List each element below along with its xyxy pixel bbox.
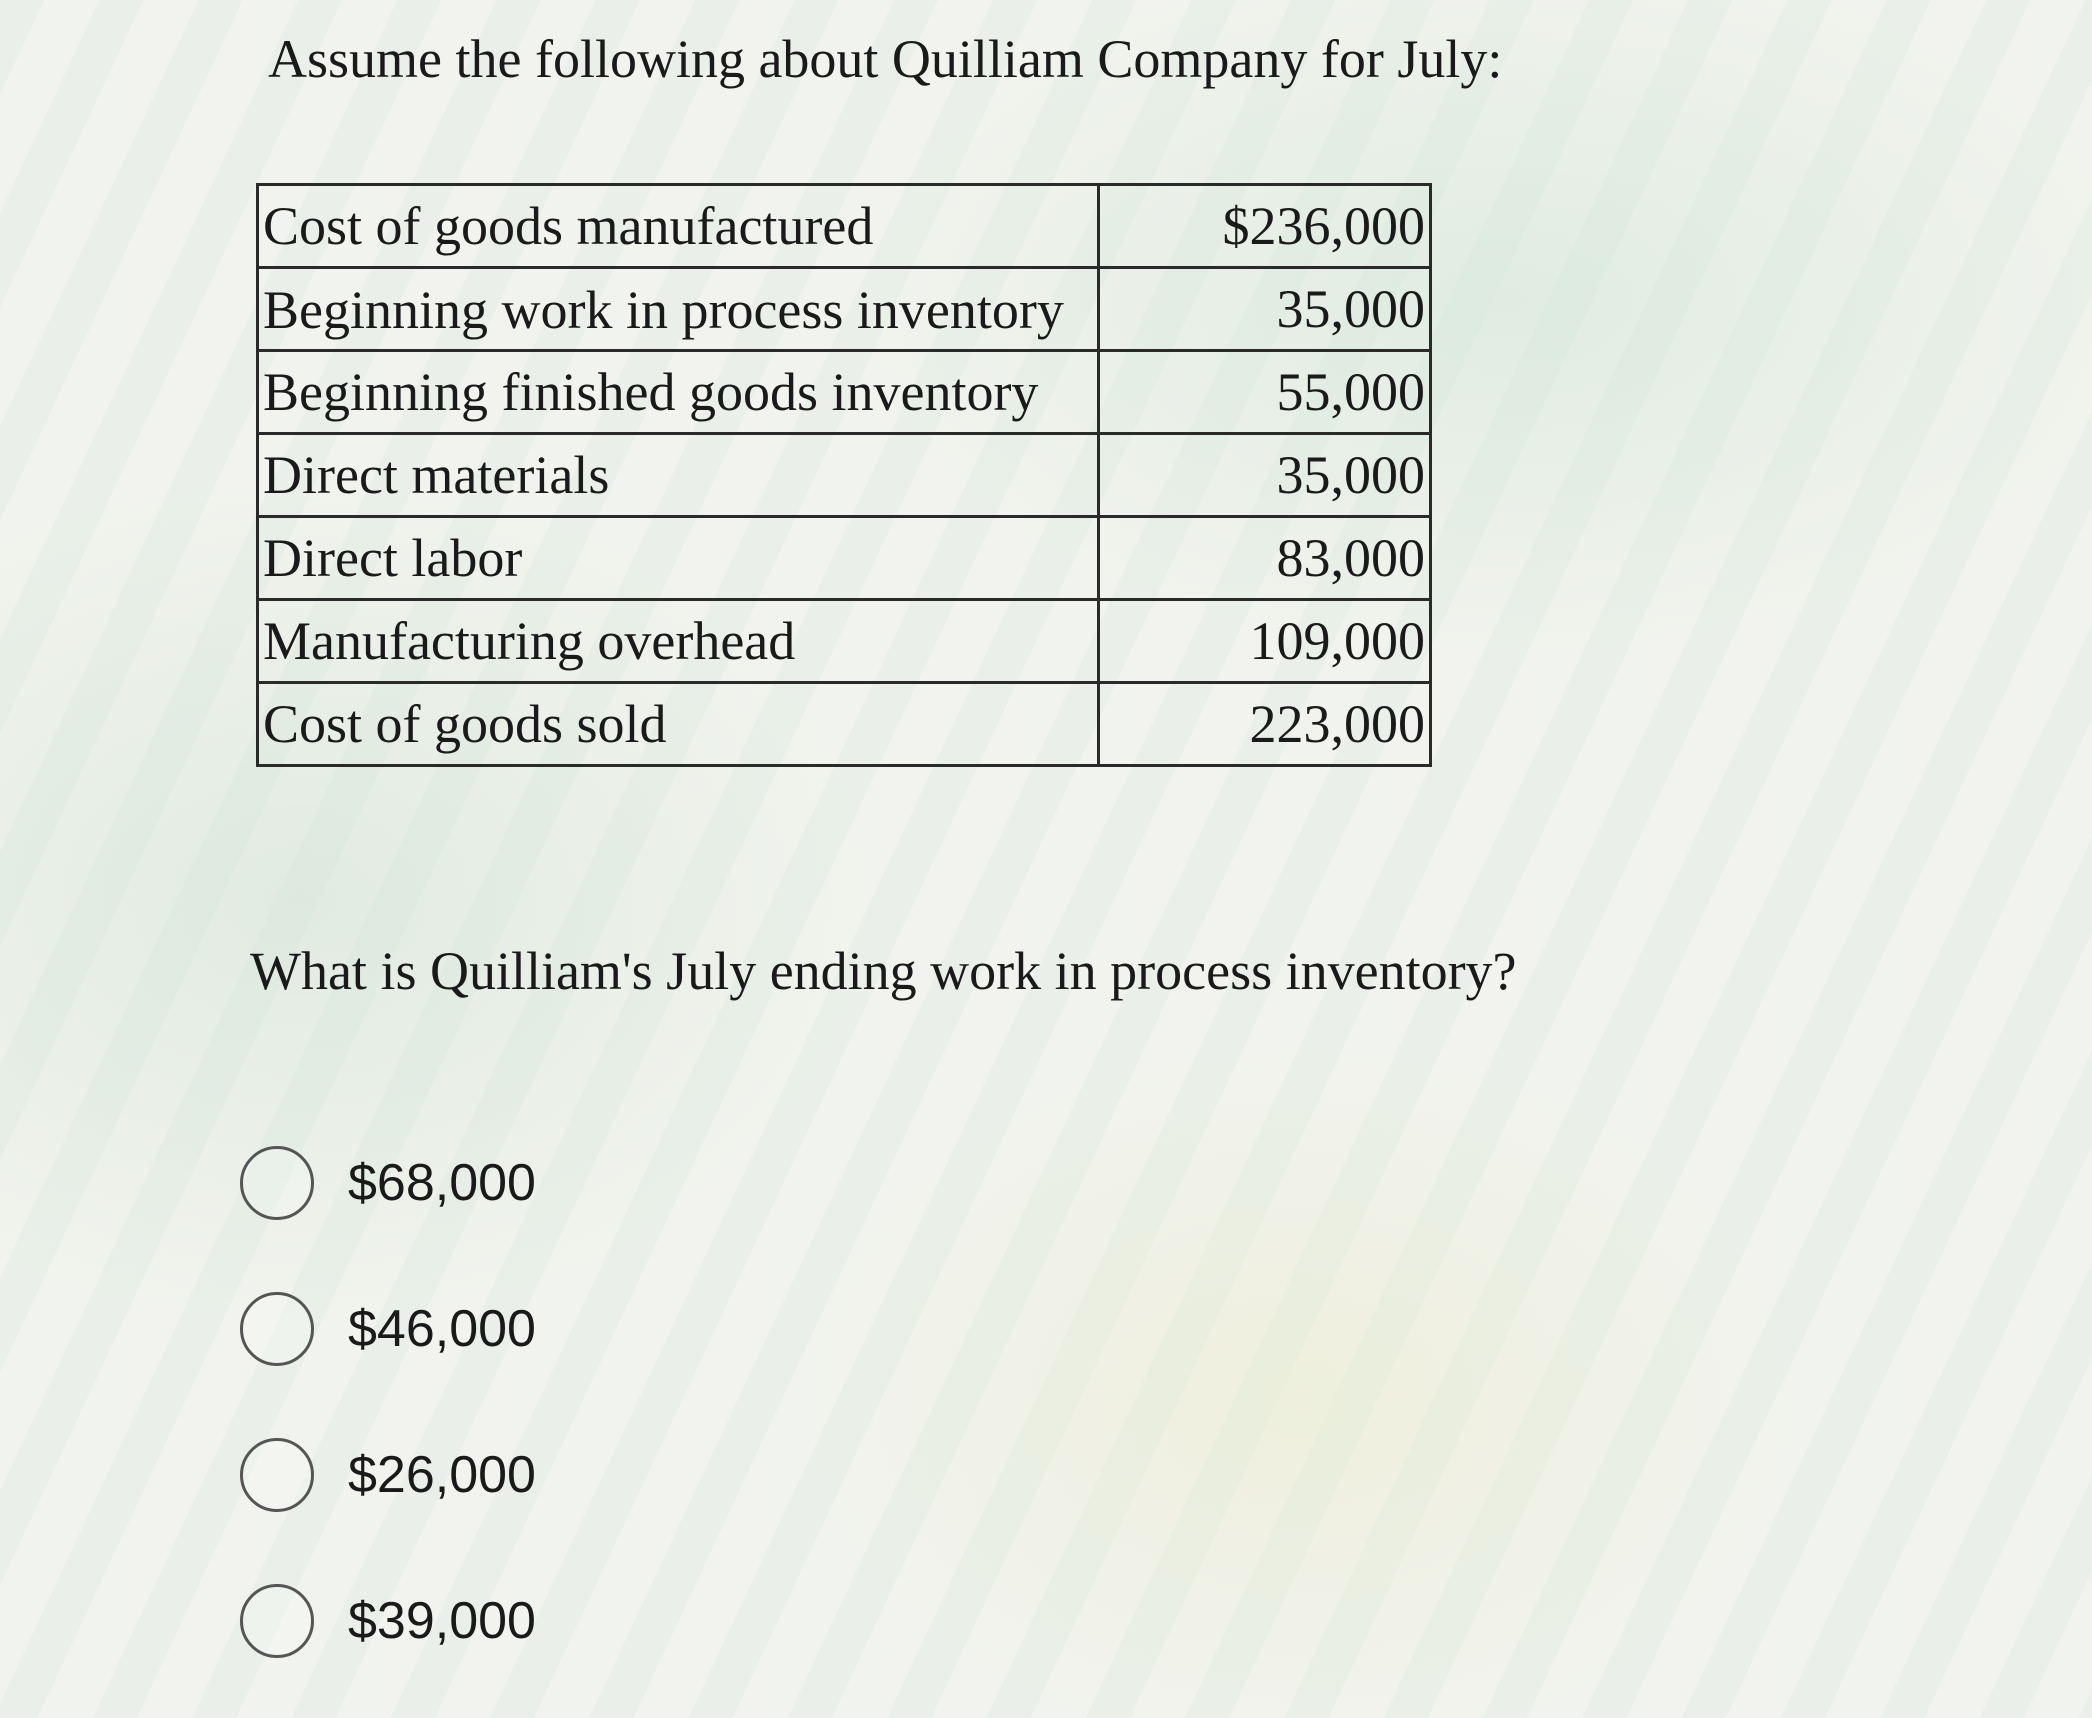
row-value-cost-of-goods-manufactured: $236,000 bbox=[1099, 185, 1431, 268]
row-label-direct-materials: Direct materials bbox=[258, 434, 1099, 517]
question-intro: Assume the following about Quilliam Company for July: bbox=[268, 29, 1503, 89]
answer-option-label: $46,000 bbox=[348, 1300, 536, 1358]
row-value-direct-labor: 83,000 bbox=[1099, 517, 1431, 600]
row-label-cost-of-goods-sold: Cost of goods sold bbox=[258, 683, 1099, 766]
table-row bbox=[258, 517, 1431, 600]
table-row bbox=[258, 683, 1431, 766]
radio-button-icon[interactable] bbox=[240, 1584, 314, 1658]
row-label-beginning-finished-goods-inventory: Beginning finished goods inventory bbox=[258, 351, 1099, 434]
radio-button-icon[interactable] bbox=[240, 1146, 314, 1220]
table-row bbox=[258, 434, 1431, 517]
row-label-direct-labor: Direct labor bbox=[258, 517, 1099, 600]
table-row bbox=[258, 185, 1431, 268]
row-label-manufacturing-overhead: Manufacturing overhead bbox=[258, 600, 1099, 683]
radio-button-icon[interactable] bbox=[240, 1292, 314, 1366]
cost-data-table bbox=[256, 183, 1432, 767]
table-row bbox=[258, 600, 1431, 683]
answer-option-2[interactable] bbox=[240, 1256, 536, 1402]
row-label-cost-of-goods-manufactured: Cost of goods manufactured bbox=[258, 185, 1099, 268]
row-value-direct-materials: 35,000 bbox=[1099, 434, 1431, 517]
table-row bbox=[258, 351, 1431, 434]
answer-option-4[interactable] bbox=[240, 1548, 536, 1694]
answer-option-label: $39,000 bbox=[348, 1592, 536, 1650]
answer-option-1[interactable] bbox=[240, 1110, 536, 1256]
row-value-cost-of-goods-sold: 223,000 bbox=[1099, 683, 1431, 766]
table-row bbox=[258, 268, 1431, 351]
answer-option-label: $68,000 bbox=[348, 1154, 536, 1212]
row-value-beginning-wip-inventory: 35,000 bbox=[1099, 268, 1431, 351]
radio-button-icon[interactable] bbox=[240, 1438, 314, 1512]
answer-options bbox=[240, 1110, 536, 1694]
row-label-beginning-wip-inventory: Beginning work in process inventory bbox=[258, 268, 1099, 351]
row-value-beginning-finished-goods-inventory: 55,000 bbox=[1099, 351, 1431, 434]
question-text: What is Quilliam's July ending work in process inventory? bbox=[250, 941, 1517, 1001]
answer-option-3[interactable] bbox=[240, 1402, 536, 1548]
answer-option-label: $26,000 bbox=[348, 1446, 536, 1504]
row-value-manufacturing-overhead: 109,000 bbox=[1099, 600, 1431, 683]
